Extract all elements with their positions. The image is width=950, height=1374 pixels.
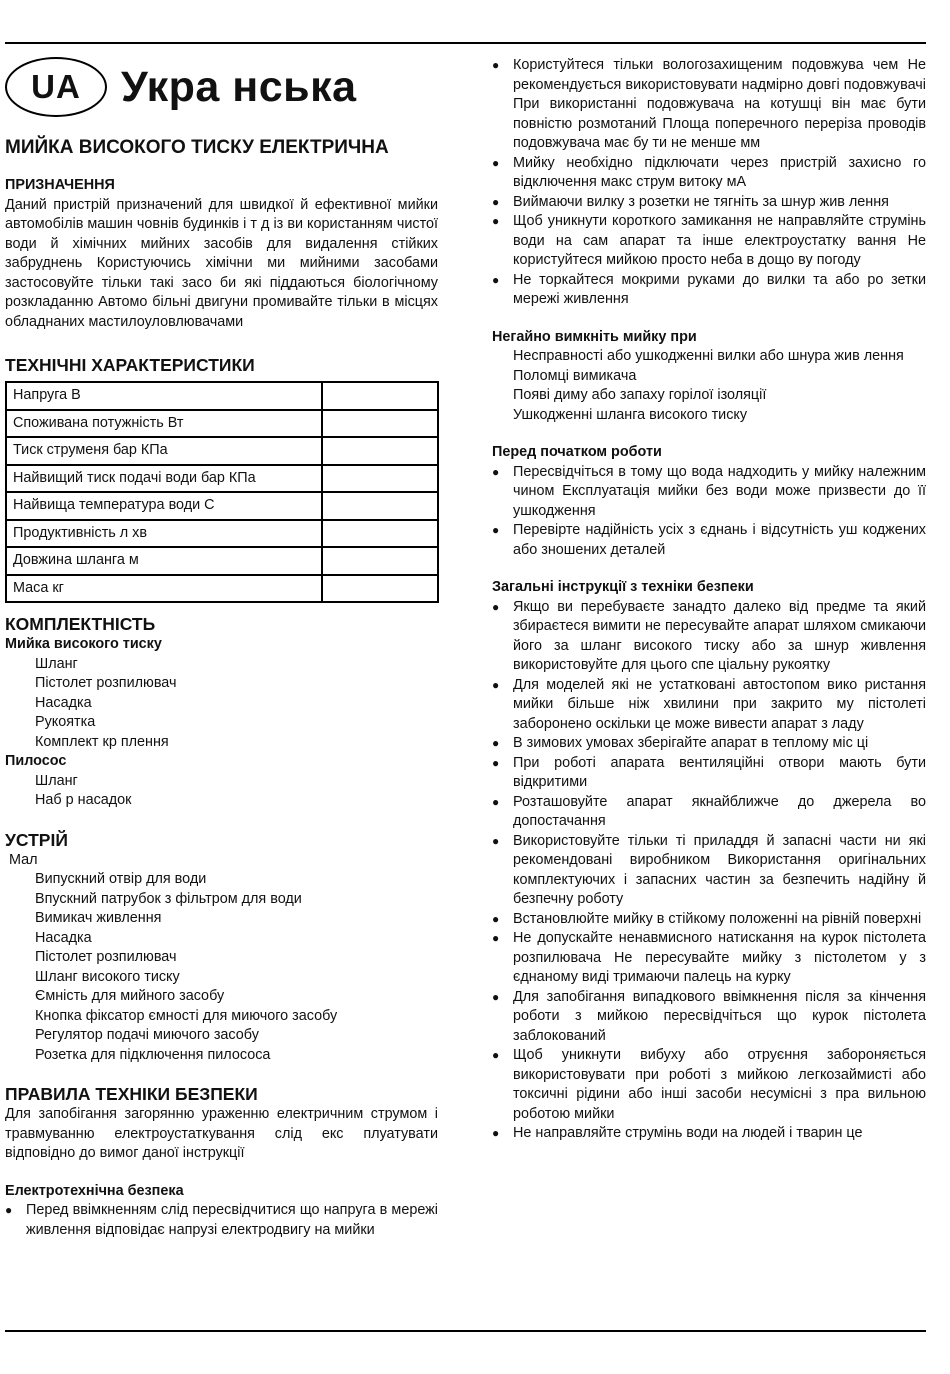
kit-vacuum-heading: Пилосос: [5, 753, 67, 769]
kit-washer-heading: Мийка високого тиску: [5, 636, 162, 652]
bottom-rule: [5, 1330, 926, 1332]
device-part-item: Пістолет розпилювач: [35, 949, 177, 965]
general-safety-list: [492, 598, 926, 1144]
device-part-item: Насадка: [35, 929, 92, 946]
spec-value: [322, 520, 438, 548]
spec-label: Найвищий тиск подачі води бар КПа: [6, 465, 322, 493]
spec-value: [322, 410, 438, 438]
spec-label: Маса кг: [6, 575, 322, 603]
kit-item: Пістолет розпилювач: [35, 675, 177, 691]
kit-item: Рукоятка: [35, 714, 96, 730]
bullet-item: ● Пересвідчіться в тому що вода надходить у мийку належним чином Експлуатація мийки без води може призвести до її ушкодження: [492, 463, 926, 522]
device-part-item: Ємність для мийного засобу: [35, 988, 225, 1004]
electrical-safety-heading: Електротехнічна безпека: [5, 1182, 184, 1199]
spec-row: [6, 382, 438, 410]
spec-row: [6, 437, 438, 465]
general-safety-heading: Загальні інструкції з техніки безпеки: [492, 579, 754, 595]
language-header: [5, 57, 438, 117]
spec-row: [6, 520, 438, 548]
bullet-item: ● Для моделей які не устатковані автостопом вико ристання мийки більше ніж хвилини при закрито му пістолеті заборонено оскільки це може вивести апарат з ладу: [492, 676, 926, 735]
right-column: [492, 56, 926, 1144]
spec-label: Продуктивність л хв: [6, 520, 322, 548]
kit-item: Шланг: [35, 772, 78, 789]
purpose-text: Даний пристрій призначений для швидкої й ефективної мийки автомобілів машин човнів будинків і т д із ви користанням чистої води й хімічних мийних засобів для видалення стійких забруднень Користуючись хімічни ми мийними засобами застосовуйте тільки такі засо би які піддаються біологічному розкладанню Автомо більні двигуни промивайте тільки в місцях обладнаних мастилоуловлювачами: [5, 196, 438, 330]
bullet-item: ● Не торкайтеся мокрими руками до вилки та або ро зетки мережі живлення: [492, 271, 926, 310]
device-figure-label: Мал: [9, 851, 38, 868]
device-part-item: Вимикач живлення: [35, 910, 162, 926]
spec-value: [322, 465, 438, 493]
device-part-item: Шланг високого тиску: [35, 968, 180, 985]
safety-heading: ПРАВИЛА ТЕХНІКИ БЕЗПЕКИ: [5, 1084, 258, 1104]
spec-label: Напруга В: [6, 382, 322, 410]
bullet-item: ● Виймаючи вилку з розетки не тягніть за шнур жив лення: [492, 193, 926, 213]
before-work-list: [492, 463, 926, 561]
turnoff-heading: Негайно вимкніть мийку при: [492, 328, 697, 345]
spec-label: Довжина шланга м: [6, 547, 322, 575]
spec-row: [6, 410, 438, 438]
language-code-badge: UA: [5, 57, 107, 117]
device-part-item: Випускний отвір для води: [35, 871, 207, 887]
spec-label: Тиск струменя бар КПа: [6, 437, 322, 465]
bullet-item: ● Не направляйте струмінь води на людей і тварин це: [492, 1124, 926, 1144]
spec-label: Споживана потужність Вт: [6, 410, 322, 438]
language-name: Укра нська: [121, 63, 357, 111]
spec-row: [6, 465, 438, 493]
kit-heading: КОМПЛЕКТНІСТЬ: [5, 614, 156, 634]
spec-value: [322, 547, 438, 575]
device-heading: УСТРІЙ: [5, 829, 68, 850]
spec-value: [322, 382, 438, 410]
spec-value: [322, 492, 438, 520]
bullet-item: ● Розташовуйте апарат якнайближче до джерела во допостачання: [492, 793, 926, 832]
kit-item: Комплект кр плення: [35, 733, 169, 750]
bullet-item: ● Щоб уникнути короткого замикання не направляйте струмінь води на сам апарат та інше електроустатку вання Не користуйтеся мийкою просто неба в дощо ву погоду: [492, 212, 926, 271]
spec-value: [322, 575, 438, 603]
bullet-item: ● Використовуйте тільки ті приладдя й запасні части ни які рекомендовані виробником Використання оригінальних комплектуючих і запасних частин за безпечить надійну й безпечну роботу: [492, 832, 926, 910]
kit-vacuum-list: [5, 772, 438, 811]
spec-label: Найвища температура води С: [6, 492, 322, 520]
spec-row: [6, 575, 438, 603]
specs-table: [5, 381, 439, 603]
turnoff-item: Поломці вимикача: [513, 367, 637, 384]
specs-heading: ТЕХНІЧНІ ХАРАКТЕРИСТИКИ: [5, 355, 255, 375]
bullet-item: ● В зимових умовах зберігайте апарат в теплому міс ці: [492, 734, 926, 754]
top-rule: [5, 42, 926, 44]
safety-intro: Для запобігання загорянню ураженню електричним струмом і травмуванню електроустаткування слід екс плуатувати відповідно до вимог даної інструкції: [5, 1106, 438, 1161]
kit-item: Шланг: [35, 655, 78, 672]
left-column: [5, 56, 438, 1240]
device-part-item: Регулятор подачі миючого засобу: [35, 1027, 259, 1043]
spec-value: [322, 437, 438, 465]
electrical-safety-list-continued: [492, 56, 926, 310]
device-part-item: Кнопка фіксатор ємності для миючого засобу: [35, 1007, 338, 1024]
bullet-item: ● Мийку необхідно підключати через пристрій захисно го відключення макс струм витоку мА: [492, 154, 926, 193]
turnoff-item: Несправності або ушкодженні вилки або шнура жив лення: [513, 348, 904, 364]
document-title: МИЙКА ВИСОКОГО ТИСКУ ЕЛЕКТРИЧНА: [5, 137, 389, 158]
electrical-safety-list: [5, 1201, 438, 1240]
bullet-item: ● Встановлюйте мийку в стійкому положенні на рівній поверхні: [492, 910, 926, 930]
kit-washer-list: [5, 655, 438, 753]
kit-item: Насадка: [35, 694, 92, 711]
before-work-heading: Перед початком роботи: [492, 444, 662, 460]
bullet-item: ● Для запобігання випадкового ввімкнення після за кінчення роботи з мийкою пересвідчіться що курок пістолета заблокований: [492, 988, 926, 1047]
bullet-item: ● При роботі апарата вентиляційні отвори мають бути відкритими: [492, 754, 926, 793]
bullet-item: ● Щоб уникнути вибуху або отруєння забороняється використовувати при роботі з мийкою легкозаймисті або токсичні рідини або інші засоби несумісні з пра вильною роботою мийки: [492, 1046, 926, 1124]
purpose-heading: ПРИЗНАЧЕННЯ: [5, 177, 115, 193]
spec-row: [6, 547, 438, 575]
bullet-item: ● Перевірте надійність усіх з єднань і відсутність уш коджених або зношених деталей: [492, 521, 926, 560]
kit-item: Наб р насадок: [35, 792, 132, 808]
turnoff-item: Появі диму або запаху горілої ізоляції: [513, 387, 767, 403]
bullet-item: ● Перед ввімкненням слід пересвідчитися що напруга в мережі живлення відповідає напрузі електродвигу на мийки: [5, 1201, 438, 1240]
turnoff-item: Ушкодженні шланга високого тиску: [513, 406, 748, 423]
device-part-item: Розетка для підключення пилососа: [35, 1046, 271, 1063]
bullet-item: ● Користуйтеся тільки вологозахищеним подовжува чем Не рекомендується використовувати надмірно довгі подовжувачі При використанні подовжувача на котушці він має бути повністю розмотаний Площа поперечного переріза проводів подовжувача має бу ти не менше мм: [492, 56, 926, 154]
bullet-item: ● Якщо ви перебуваєте занадто далеко від предме та який збираєтеся вимити не пересувайте апарат шляхом смикаючи його за шланг високого тиску або за шнур живлення використовуйте для цього спе ціальну рукоятку: [492, 598, 926, 676]
bullet-item: ● Не допускайте ненавмисного натискання на курок пістолета розпилювача Не пересувайте мийку з пістолетом у з єднаному виді тримаючи палець на курку: [492, 929, 926, 988]
spec-row: [6, 492, 438, 520]
turnoff-list: [492, 347, 926, 425]
device-part-item: Впускний патрубок з фільтром для води: [35, 890, 302, 907]
device-parts-list: [5, 870, 438, 1065]
